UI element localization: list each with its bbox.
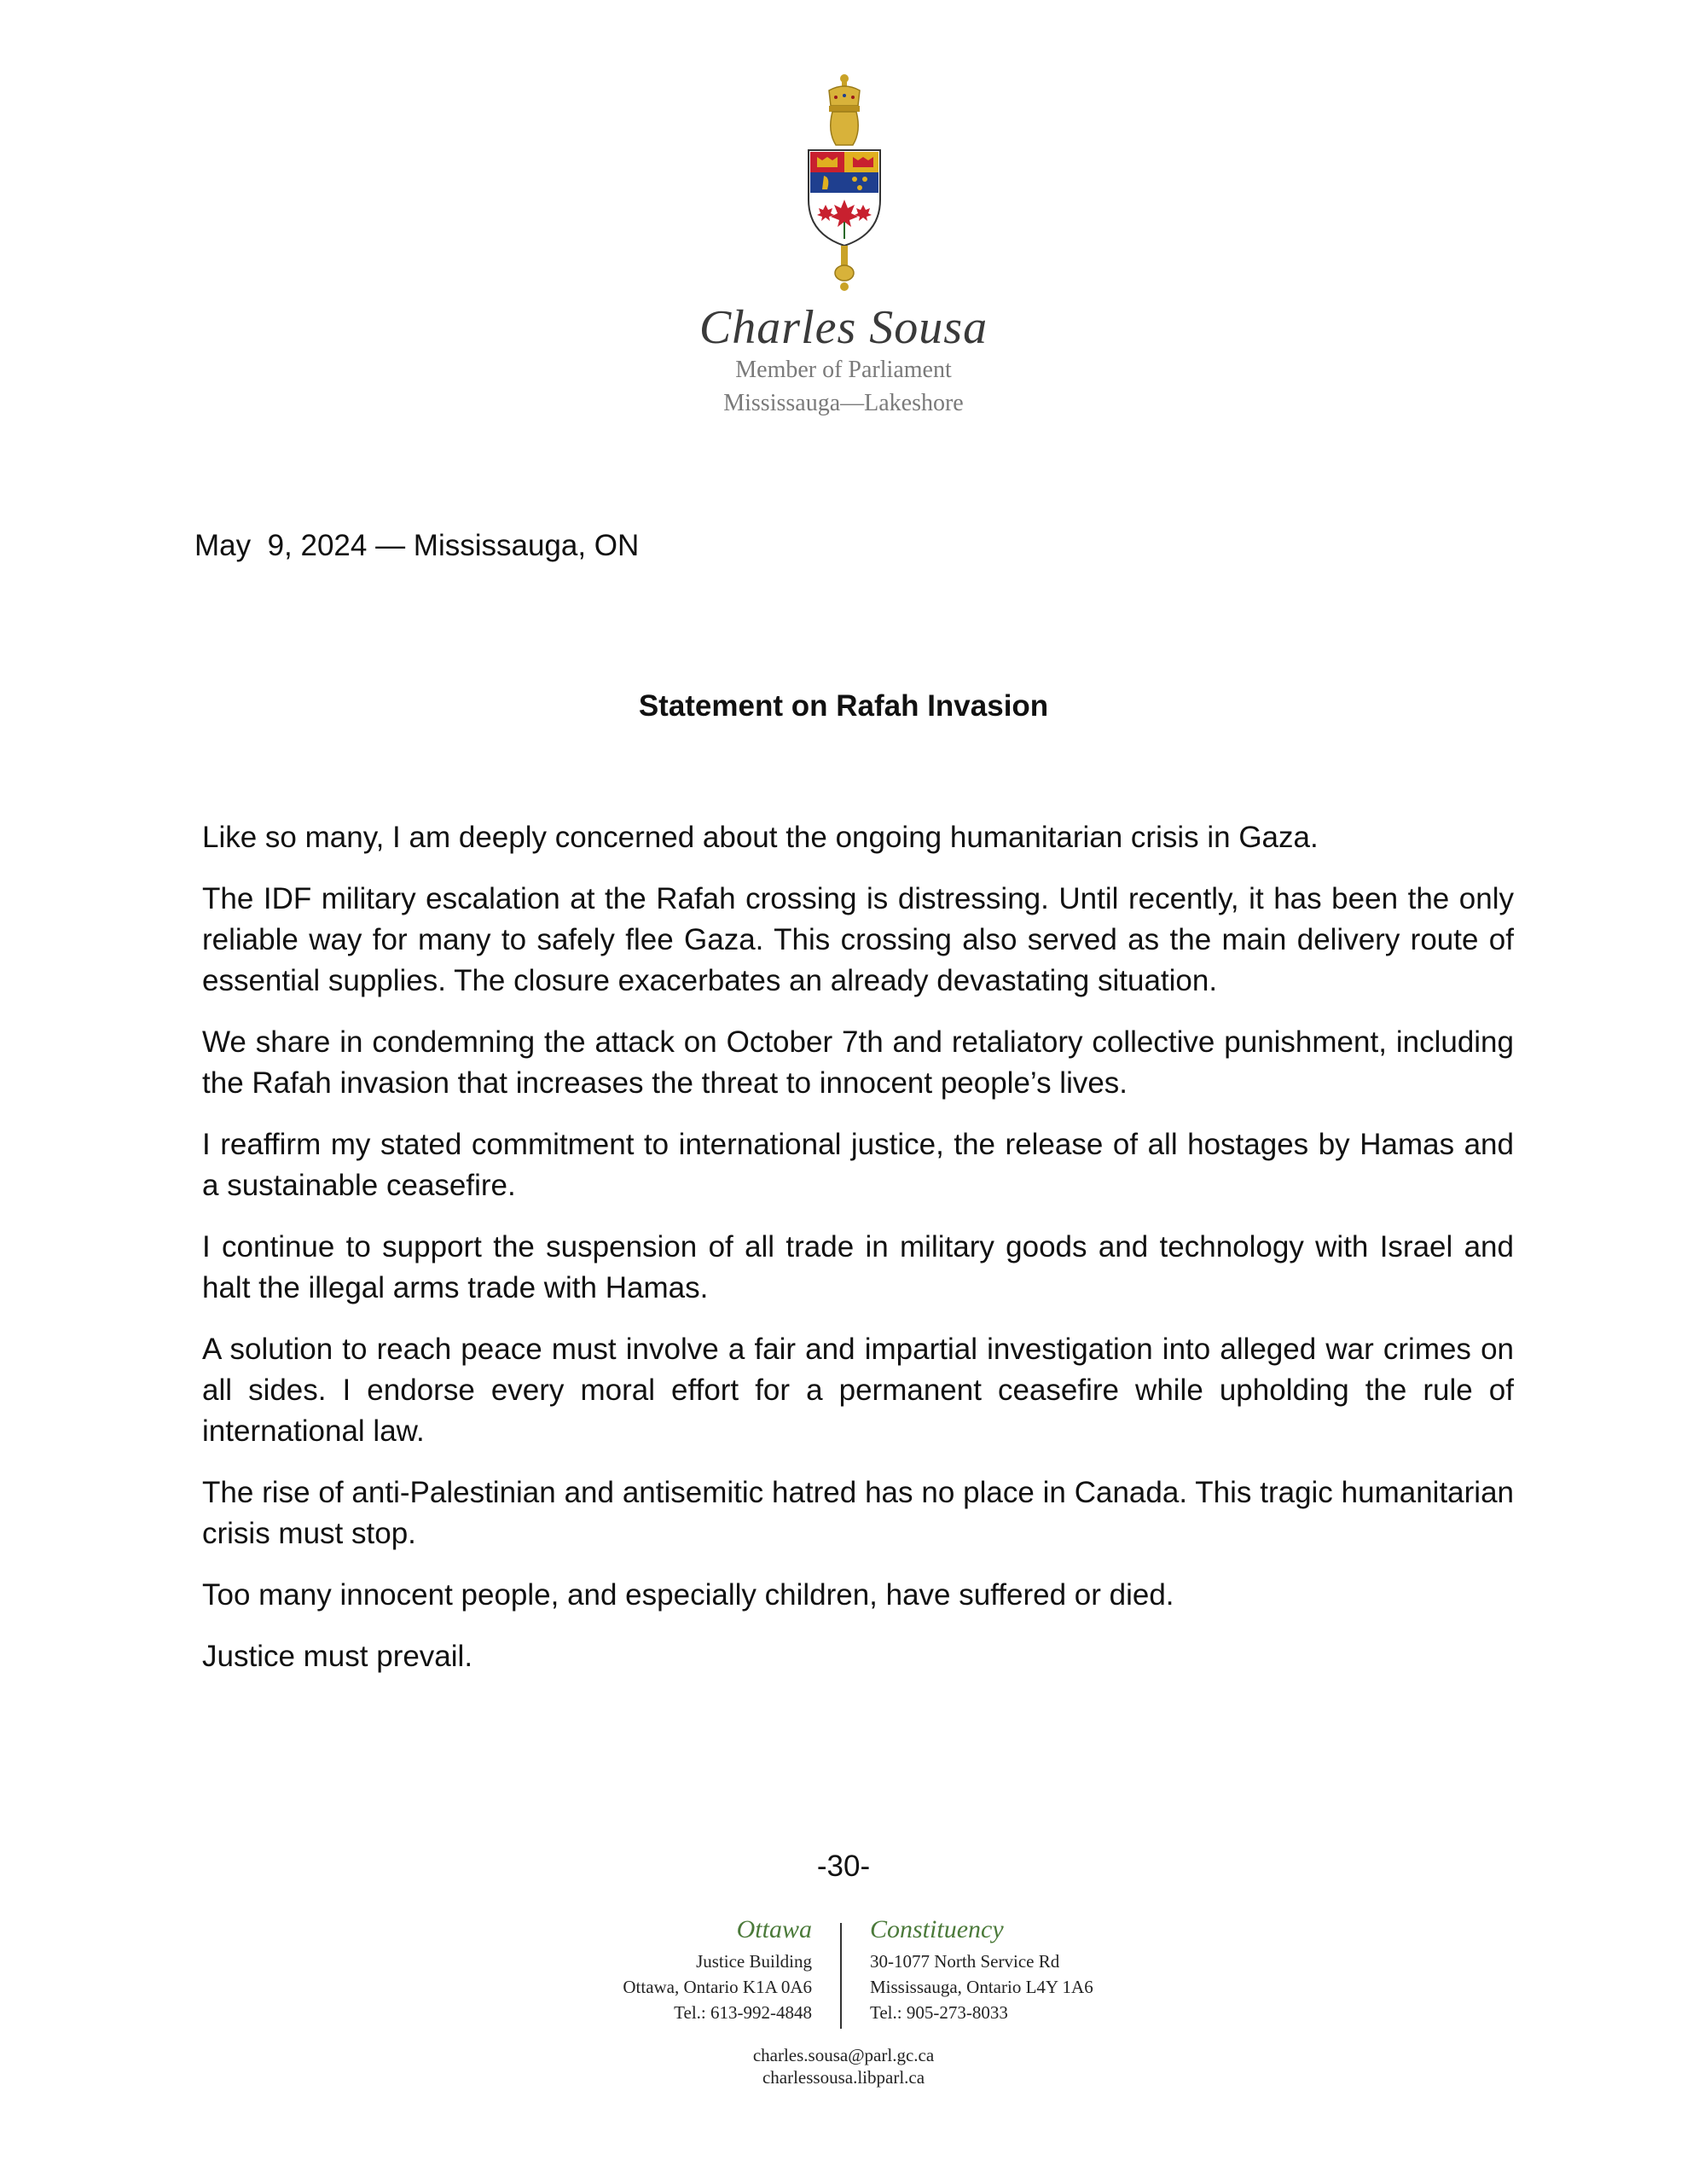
mp-riding: Mississauga—Lakeshore bbox=[723, 390, 964, 416]
dateline: May 9, 2024 — Mississauga, ON bbox=[194, 529, 640, 562]
body-paragraph: Like so many, I am deeply concerned about the ongoing humanitarian crisis in Gaza. bbox=[202, 821, 1319, 854]
body-paragraph: I reaffirm my stated commitment to international justice, the release of all hostages by Hamas and a sustainable ceasefire. bbox=[202, 1128, 1514, 1202]
shield-icon bbox=[809, 150, 880, 246]
constituency-line-1: 30-1077 North Service Rd bbox=[870, 1951, 1060, 1972]
statement-body bbox=[202, 817, 1514, 1698]
ottawa-heading: Ottawa bbox=[736, 1915, 812, 1943]
body-paragraph: The rise of anti-Palestinian and antisemitic hatred has no place in Canada. This tragic humanitarian crisis must stop. bbox=[202, 1476, 1514, 1550]
ottawa-address bbox=[623, 1911, 812, 2025]
body-paragraph: A solution to reach peace must involve a fair and impartial investigation into alleged war crimes on all sides. I endorse every moral effort for a permanent ceasefire while upholding the rule of international law. bbox=[202, 1333, 1514, 1448]
body-paragraph: The IDF military escalation at the Rafah crossing is distressing. Until recently, it has been the only reliable way for many to safely flee Gaza. This crossing also served as the main delivery route of essential supplies. The closure exacerbates an already devastating situation. bbox=[202, 882, 1514, 997]
constituency-line-2: Mississauga, Ontario L4Y 1A6 bbox=[870, 1977, 1093, 1997]
body-paragraph: Justice must prevail. bbox=[202, 1640, 473, 1673]
house-of-commons-crest-icon bbox=[802, 72, 887, 293]
statement-headline: Statement on Rafah Invasion bbox=[638, 689, 1049, 723]
constituency-phone: Tel.: 905-273-8033 bbox=[870, 2002, 1008, 2023]
end-mark: -30- bbox=[816, 1850, 871, 1883]
constituency-heading: Constituency bbox=[870, 1915, 1004, 1943]
body-paragraph: We share in condemning the attack on October 7th and retaliatory collective punishment, including the Rafah invasion that increases the threat to innocent people’s lives. bbox=[202, 1025, 1514, 1100]
ottawa-line-1: Justice Building bbox=[696, 1951, 812, 1972]
constituency-address bbox=[870, 1911, 1093, 2025]
email-link[interactable]: charles.sousa@parl.gc.ca bbox=[752, 2045, 935, 2065]
mp-signature-name: Charles Sousa bbox=[699, 301, 988, 354]
mp-title: Member of Parliament bbox=[735, 357, 952, 383]
body-paragraph: I continue to support the suspension of all trade in military goods and technology with Israel and halt the illegal arms trade with Hamas. bbox=[202, 1230, 1514, 1304]
ottawa-line-2: Ottawa, Ontario K1A 0A6 bbox=[623, 1977, 812, 1997]
contact-block bbox=[0, 2044, 1687, 2088]
crown-icon bbox=[829, 74, 860, 112]
website-link[interactable]: charlessousa.libparl.ca bbox=[762, 2067, 925, 2088]
footer-divider bbox=[840, 1923, 842, 2029]
ottawa-phone: Tel.: 613-992-4848 bbox=[674, 2002, 812, 2023]
body-paragraph: Too many innocent people, and especially children, have suffered or died. bbox=[202, 1578, 1174, 1612]
